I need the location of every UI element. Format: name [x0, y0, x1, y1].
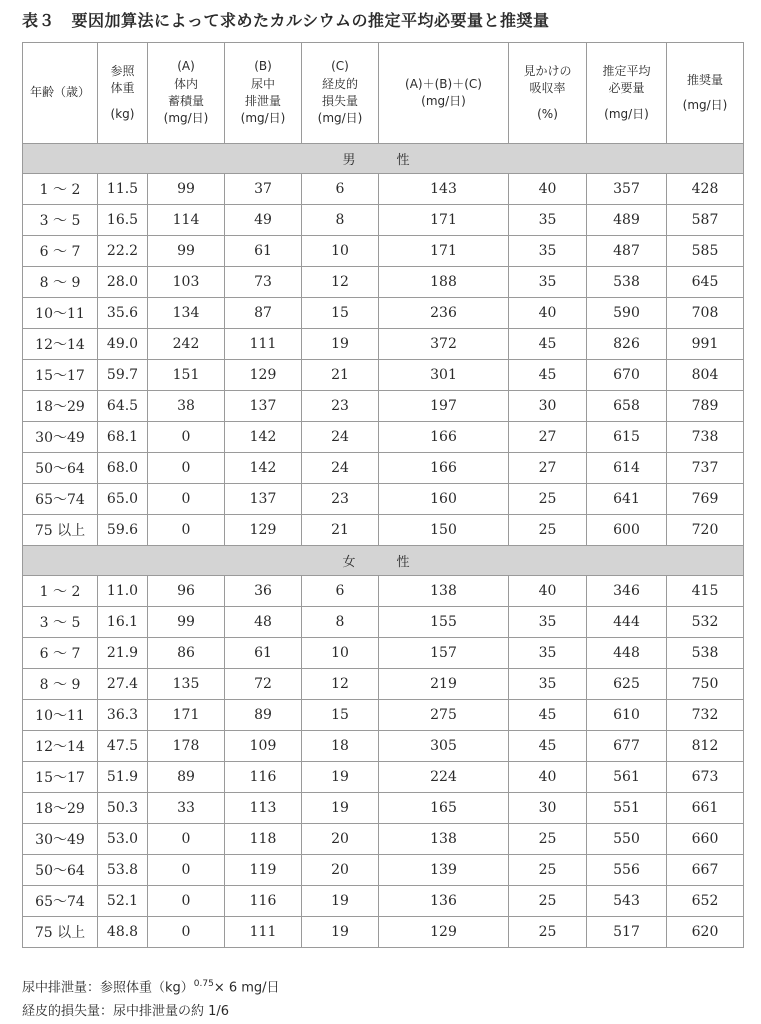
table-cell: 114 — [148, 205, 225, 236]
table-cell: 50.3 — [98, 793, 148, 824]
table-cell: 219 — [379, 669, 509, 700]
section-label: 女 性 — [23, 546, 744, 576]
table-cell: 134 — [148, 298, 225, 329]
table-cell: 49 — [225, 205, 302, 236]
table-cell: 25 — [509, 886, 587, 917]
table-cell: 119 — [225, 855, 302, 886]
table-cell: 0 — [148, 855, 225, 886]
table-row — [23, 360, 744, 391]
table-cell: 27.4 — [98, 669, 148, 700]
table-title: 表３ 要因加算法によって求めたカルシウムの推定平均必要量と推奨量 — [22, 11, 550, 30]
table-cell: 25 — [509, 855, 587, 886]
table-cell: 0 — [148, 515, 225, 546]
table-cell: 10 — [302, 236, 379, 267]
table-cell: 19 — [302, 329, 379, 360]
table-cell: 35.6 — [98, 298, 148, 329]
table-cell: 45 — [509, 329, 587, 360]
table-cell: 673 — [667, 762, 744, 793]
table-cell: 550 — [587, 824, 667, 855]
table-cell: 661 — [667, 793, 744, 824]
table-cell: 75 以上 — [23, 515, 98, 546]
table-cell: 142 — [225, 453, 302, 484]
table-cell: 15 — [302, 700, 379, 731]
table-cell: 750 — [667, 669, 744, 700]
table-cell: 99 — [148, 607, 225, 638]
table-cell: 10～11 — [23, 700, 98, 731]
table-cell: 12～14 — [23, 329, 98, 360]
table-row — [23, 762, 744, 793]
table-cell: 585 — [667, 236, 744, 267]
table-cell: 6 — [302, 174, 379, 205]
table-cell: 561 — [587, 762, 667, 793]
table-cell: 0 — [148, 422, 225, 453]
table-cell: 22.2 — [98, 236, 148, 267]
table-cell: 171 — [148, 700, 225, 731]
table-cell: 151 — [148, 360, 225, 391]
table-cell: 72 — [225, 669, 302, 700]
table-cell: 543 — [587, 886, 667, 917]
table-cell: 24 — [302, 453, 379, 484]
table-cell: 45 — [509, 731, 587, 762]
table-cell: 551 — [587, 793, 667, 824]
table-cell: 35 — [509, 607, 587, 638]
table-cell: 15～17 — [23, 360, 98, 391]
table-cell: 305 — [379, 731, 509, 762]
table-cell: 111 — [225, 329, 302, 360]
header-absorption: 見かけの 吸収率 (%) — [509, 43, 587, 144]
table-cell: 166 — [379, 453, 509, 484]
table-cell: 517 — [587, 917, 667, 948]
table-cell: 20 — [302, 824, 379, 855]
table-cell: 38 — [148, 391, 225, 422]
table-cell: 224 — [379, 762, 509, 793]
table-cell: 357 — [587, 174, 667, 205]
section-header-row — [23, 144, 744, 174]
table-cell: 720 — [667, 515, 744, 546]
table-cell: 6 — [302, 576, 379, 607]
table-row — [23, 917, 744, 948]
table-cell: 15 — [302, 298, 379, 329]
table-cell: 99 — [148, 236, 225, 267]
table-cell: 51.9 — [98, 762, 148, 793]
table-cell: 36 — [225, 576, 302, 607]
table-cell: 157 — [379, 638, 509, 669]
table-cell: 372 — [379, 329, 509, 360]
header-b: (B) 尿中 排泄量 (mg/日) — [225, 43, 302, 144]
table-cell: 25 — [509, 824, 587, 855]
table-cell: 138 — [379, 576, 509, 607]
table-cell: 59.6 — [98, 515, 148, 546]
table-cell: 804 — [667, 360, 744, 391]
table-cell: 8 — [302, 205, 379, 236]
table-cell: 40 — [509, 762, 587, 793]
table-cell: 30～49 — [23, 824, 98, 855]
table-cell: 645 — [667, 267, 744, 298]
table-row — [23, 174, 744, 205]
table-row — [23, 391, 744, 422]
table-cell: 143 — [379, 174, 509, 205]
header-sum: (A)＋(B)＋(C) (mg/日) — [379, 43, 509, 144]
table-body — [23, 144, 744, 948]
table-cell: 35 — [509, 669, 587, 700]
header-row — [23, 43, 744, 144]
table-cell: 111 — [225, 917, 302, 948]
table-cell: 590 — [587, 298, 667, 329]
footnote-dermal: 経皮的損失量：尿中排泄量の約 1/6 — [22, 1004, 230, 1020]
table-cell: 166 — [379, 422, 509, 453]
table-cell: 171 — [379, 236, 509, 267]
table-cell: 658 — [587, 391, 667, 422]
header-weight: 参照 体重 (kg) — [98, 43, 148, 144]
table-cell: 11.5 — [98, 174, 148, 205]
table-row — [23, 453, 744, 484]
table-cell: 50～64 — [23, 453, 98, 484]
calcium-requirement-table — [22, 42, 744, 948]
table-cell: 48.8 — [98, 917, 148, 948]
table-cell: 103 — [148, 267, 225, 298]
table-row — [23, 267, 744, 298]
table-cell: 489 — [587, 205, 667, 236]
table-cell: 19 — [302, 917, 379, 948]
table-cell: 30～49 — [23, 422, 98, 453]
table-cell: 20 — [302, 855, 379, 886]
table-cell: 65～74 — [23, 886, 98, 917]
table-cell: 18 — [302, 731, 379, 762]
table-cell: 532 — [667, 607, 744, 638]
table-cell: 52.1 — [98, 886, 148, 917]
table-cell: 65～74 — [23, 484, 98, 515]
header-c: (C) 経皮的 損失量 (mg/日) — [302, 43, 379, 144]
table-cell: 87 — [225, 298, 302, 329]
table-cell: 48 — [225, 607, 302, 638]
table-cell: 45 — [509, 700, 587, 731]
table-cell: 708 — [667, 298, 744, 329]
table-cell: 165 — [379, 793, 509, 824]
table-cell: 346 — [587, 576, 667, 607]
table-cell: 116 — [225, 762, 302, 793]
table-row — [23, 205, 744, 236]
table-cell: 64.5 — [98, 391, 148, 422]
table-cell: 24 — [302, 422, 379, 453]
table-cell: 137 — [225, 484, 302, 515]
table-cell: 36.3 — [98, 700, 148, 731]
table-cell: 197 — [379, 391, 509, 422]
table-cell: 19 — [302, 886, 379, 917]
table-cell: 142 — [225, 422, 302, 453]
table-cell: 40 — [509, 174, 587, 205]
table-cell: 61 — [225, 236, 302, 267]
header-rda: 推奨量 (mg/日) — [667, 43, 744, 144]
header-ear: 推定平均 必要量 (mg/日) — [587, 43, 667, 144]
footnotes — [22, 972, 280, 1024]
table-cell: 1 ～ 2 — [23, 174, 98, 205]
table-cell: 135 — [148, 669, 225, 700]
table-cell: 30 — [509, 793, 587, 824]
table-cell: 3 ～ 5 — [23, 607, 98, 638]
table-cell: 1 ～ 2 — [23, 576, 98, 607]
table-cell: 40 — [509, 576, 587, 607]
table-cell: 116 — [225, 886, 302, 917]
table-cell: 150 — [379, 515, 509, 546]
table-cell: 59.7 — [98, 360, 148, 391]
table-cell: 171 — [379, 205, 509, 236]
table-cell: 136 — [379, 886, 509, 917]
table-cell: 667 — [667, 855, 744, 886]
table-cell: 138 — [379, 824, 509, 855]
table-cell: 538 — [587, 267, 667, 298]
table-cell: 677 — [587, 731, 667, 762]
table-cell: 30 — [509, 391, 587, 422]
table-cell: 812 — [667, 731, 744, 762]
table-cell: 21 — [302, 360, 379, 391]
table-cell: 11.0 — [98, 576, 148, 607]
table-row — [23, 855, 744, 886]
table-cell: 15～17 — [23, 762, 98, 793]
table-cell: 415 — [667, 576, 744, 607]
table-cell: 641 — [587, 484, 667, 515]
table-row — [23, 515, 744, 546]
table-cell: 732 — [667, 700, 744, 731]
header-a: (A) 体内 蓄積量 (mg/日) — [148, 43, 225, 144]
table-cell: 99 — [148, 174, 225, 205]
table-cell: 25 — [509, 515, 587, 546]
table-cell: 35 — [509, 236, 587, 267]
table-cell: 8 ～ 9 — [23, 669, 98, 700]
table-cell: 769 — [667, 484, 744, 515]
table-cell: 10 — [302, 638, 379, 669]
table-row — [23, 236, 744, 267]
table-cell: 86 — [148, 638, 225, 669]
table-cell: 991 — [667, 329, 744, 360]
table-cell: 23 — [302, 484, 379, 515]
table-cell: 670 — [587, 360, 667, 391]
table-cell: 737 — [667, 453, 744, 484]
table-cell: 65.0 — [98, 484, 148, 515]
table-cell: 96 — [148, 576, 225, 607]
table-cell: 587 — [667, 205, 744, 236]
table-cell: 236 — [379, 298, 509, 329]
table-cell: 73 — [225, 267, 302, 298]
table-cell: 18～29 — [23, 793, 98, 824]
table-cell: 625 — [587, 669, 667, 700]
table-cell: 21 — [302, 515, 379, 546]
table-row — [23, 669, 744, 700]
table-cell: 188 — [379, 267, 509, 298]
table-cell: 21.9 — [98, 638, 148, 669]
table-row — [23, 638, 744, 669]
table-cell: 129 — [225, 360, 302, 391]
table-cell: 615 — [587, 422, 667, 453]
table-cell: 129 — [379, 917, 509, 948]
header-age: 年齢（歳） — [23, 43, 98, 144]
table-cell: 614 — [587, 453, 667, 484]
table-cell: 160 — [379, 484, 509, 515]
table-cell: 68.1 — [98, 422, 148, 453]
table-cell: 538 — [667, 638, 744, 669]
table-cell: 47.5 — [98, 731, 148, 762]
table-row — [23, 731, 744, 762]
table-cell: 0 — [148, 886, 225, 917]
table-row — [23, 824, 744, 855]
table-cell: 27 — [509, 453, 587, 484]
table-cell: 68.0 — [98, 453, 148, 484]
table-cell: 45 — [509, 360, 587, 391]
table-cell: 18～29 — [23, 391, 98, 422]
table-cell: 25 — [509, 484, 587, 515]
table-cell: 155 — [379, 607, 509, 638]
table-cell: 50～64 — [23, 855, 98, 886]
table-cell: 27 — [509, 422, 587, 453]
table-cell: 61 — [225, 638, 302, 669]
table-cell: 33 — [148, 793, 225, 824]
table-cell: 301 — [379, 360, 509, 391]
table-cell: 75 以上 — [23, 917, 98, 948]
table-cell: 89 — [225, 700, 302, 731]
table-cell: 28.0 — [98, 267, 148, 298]
table-cell: 242 — [148, 329, 225, 360]
table-cell: 3 ～ 5 — [23, 205, 98, 236]
table-row — [23, 298, 744, 329]
table-cell: 19 — [302, 793, 379, 824]
table-cell: 10～11 — [23, 298, 98, 329]
table-cell: 178 — [148, 731, 225, 762]
table-cell: 826 — [587, 329, 667, 360]
table-cell: 448 — [587, 638, 667, 669]
section-label: 男 性 — [23, 144, 744, 174]
table-row — [23, 793, 744, 824]
table-cell: 652 — [667, 886, 744, 917]
table-row — [23, 886, 744, 917]
table-cell: 12 — [302, 267, 379, 298]
table-cell: 8 ～ 9 — [23, 267, 98, 298]
table-cell: 113 — [225, 793, 302, 824]
table-cell: 0 — [148, 824, 225, 855]
table-cell: 600 — [587, 515, 667, 546]
table-cell: 428 — [667, 174, 744, 205]
table-cell: 53.8 — [98, 855, 148, 886]
table-cell: 53.0 — [98, 824, 148, 855]
table-cell: 137 — [225, 391, 302, 422]
table-cell: 444 — [587, 607, 667, 638]
table-cell: 610 — [587, 700, 667, 731]
table-row — [23, 329, 744, 360]
table-cell: 12 — [302, 669, 379, 700]
table-cell: 35 — [509, 638, 587, 669]
table-cell: 6 ～ 7 — [23, 236, 98, 267]
table-row — [23, 422, 744, 453]
table-cell: 12～14 — [23, 731, 98, 762]
table-cell: 40 — [509, 298, 587, 329]
table-row — [23, 576, 744, 607]
table-cell: 23 — [302, 391, 379, 422]
table-cell: 89 — [148, 762, 225, 793]
table-row — [23, 607, 744, 638]
table-cell: 19 — [302, 762, 379, 793]
table-cell: 556 — [587, 855, 667, 886]
table-cell: 49.0 — [98, 329, 148, 360]
section-header-row — [23, 546, 744, 576]
table-cell: 789 — [667, 391, 744, 422]
table-cell: 16.5 — [98, 205, 148, 236]
table-row — [23, 700, 744, 731]
footnote-urinary: 尿中排泄量：参照体重（kg）$^{0.75}$× 6 mg/日 — [22, 979, 280, 996]
table-cell: 35 — [509, 205, 587, 236]
table-cell: 25 — [509, 917, 587, 948]
table-cell: 37 — [225, 174, 302, 205]
table-cell: 738 — [667, 422, 744, 453]
table-cell: 129 — [225, 515, 302, 546]
table-cell: 660 — [667, 824, 744, 855]
table-cell: 0 — [148, 484, 225, 515]
table-cell: 16.1 — [98, 607, 148, 638]
table-cell: 8 — [302, 607, 379, 638]
table-cell: 118 — [225, 824, 302, 855]
table-cell: 139 — [379, 855, 509, 886]
table-cell: 109 — [225, 731, 302, 762]
table-cell: 0 — [148, 917, 225, 948]
table-cell: 487 — [587, 236, 667, 267]
table-cell: 6 ～ 7 — [23, 638, 98, 669]
table-cell: 620 — [667, 917, 744, 948]
table-row — [23, 484, 744, 515]
table-cell: 0 — [148, 453, 225, 484]
table-cell: 35 — [509, 267, 587, 298]
table-cell: 275 — [379, 700, 509, 731]
